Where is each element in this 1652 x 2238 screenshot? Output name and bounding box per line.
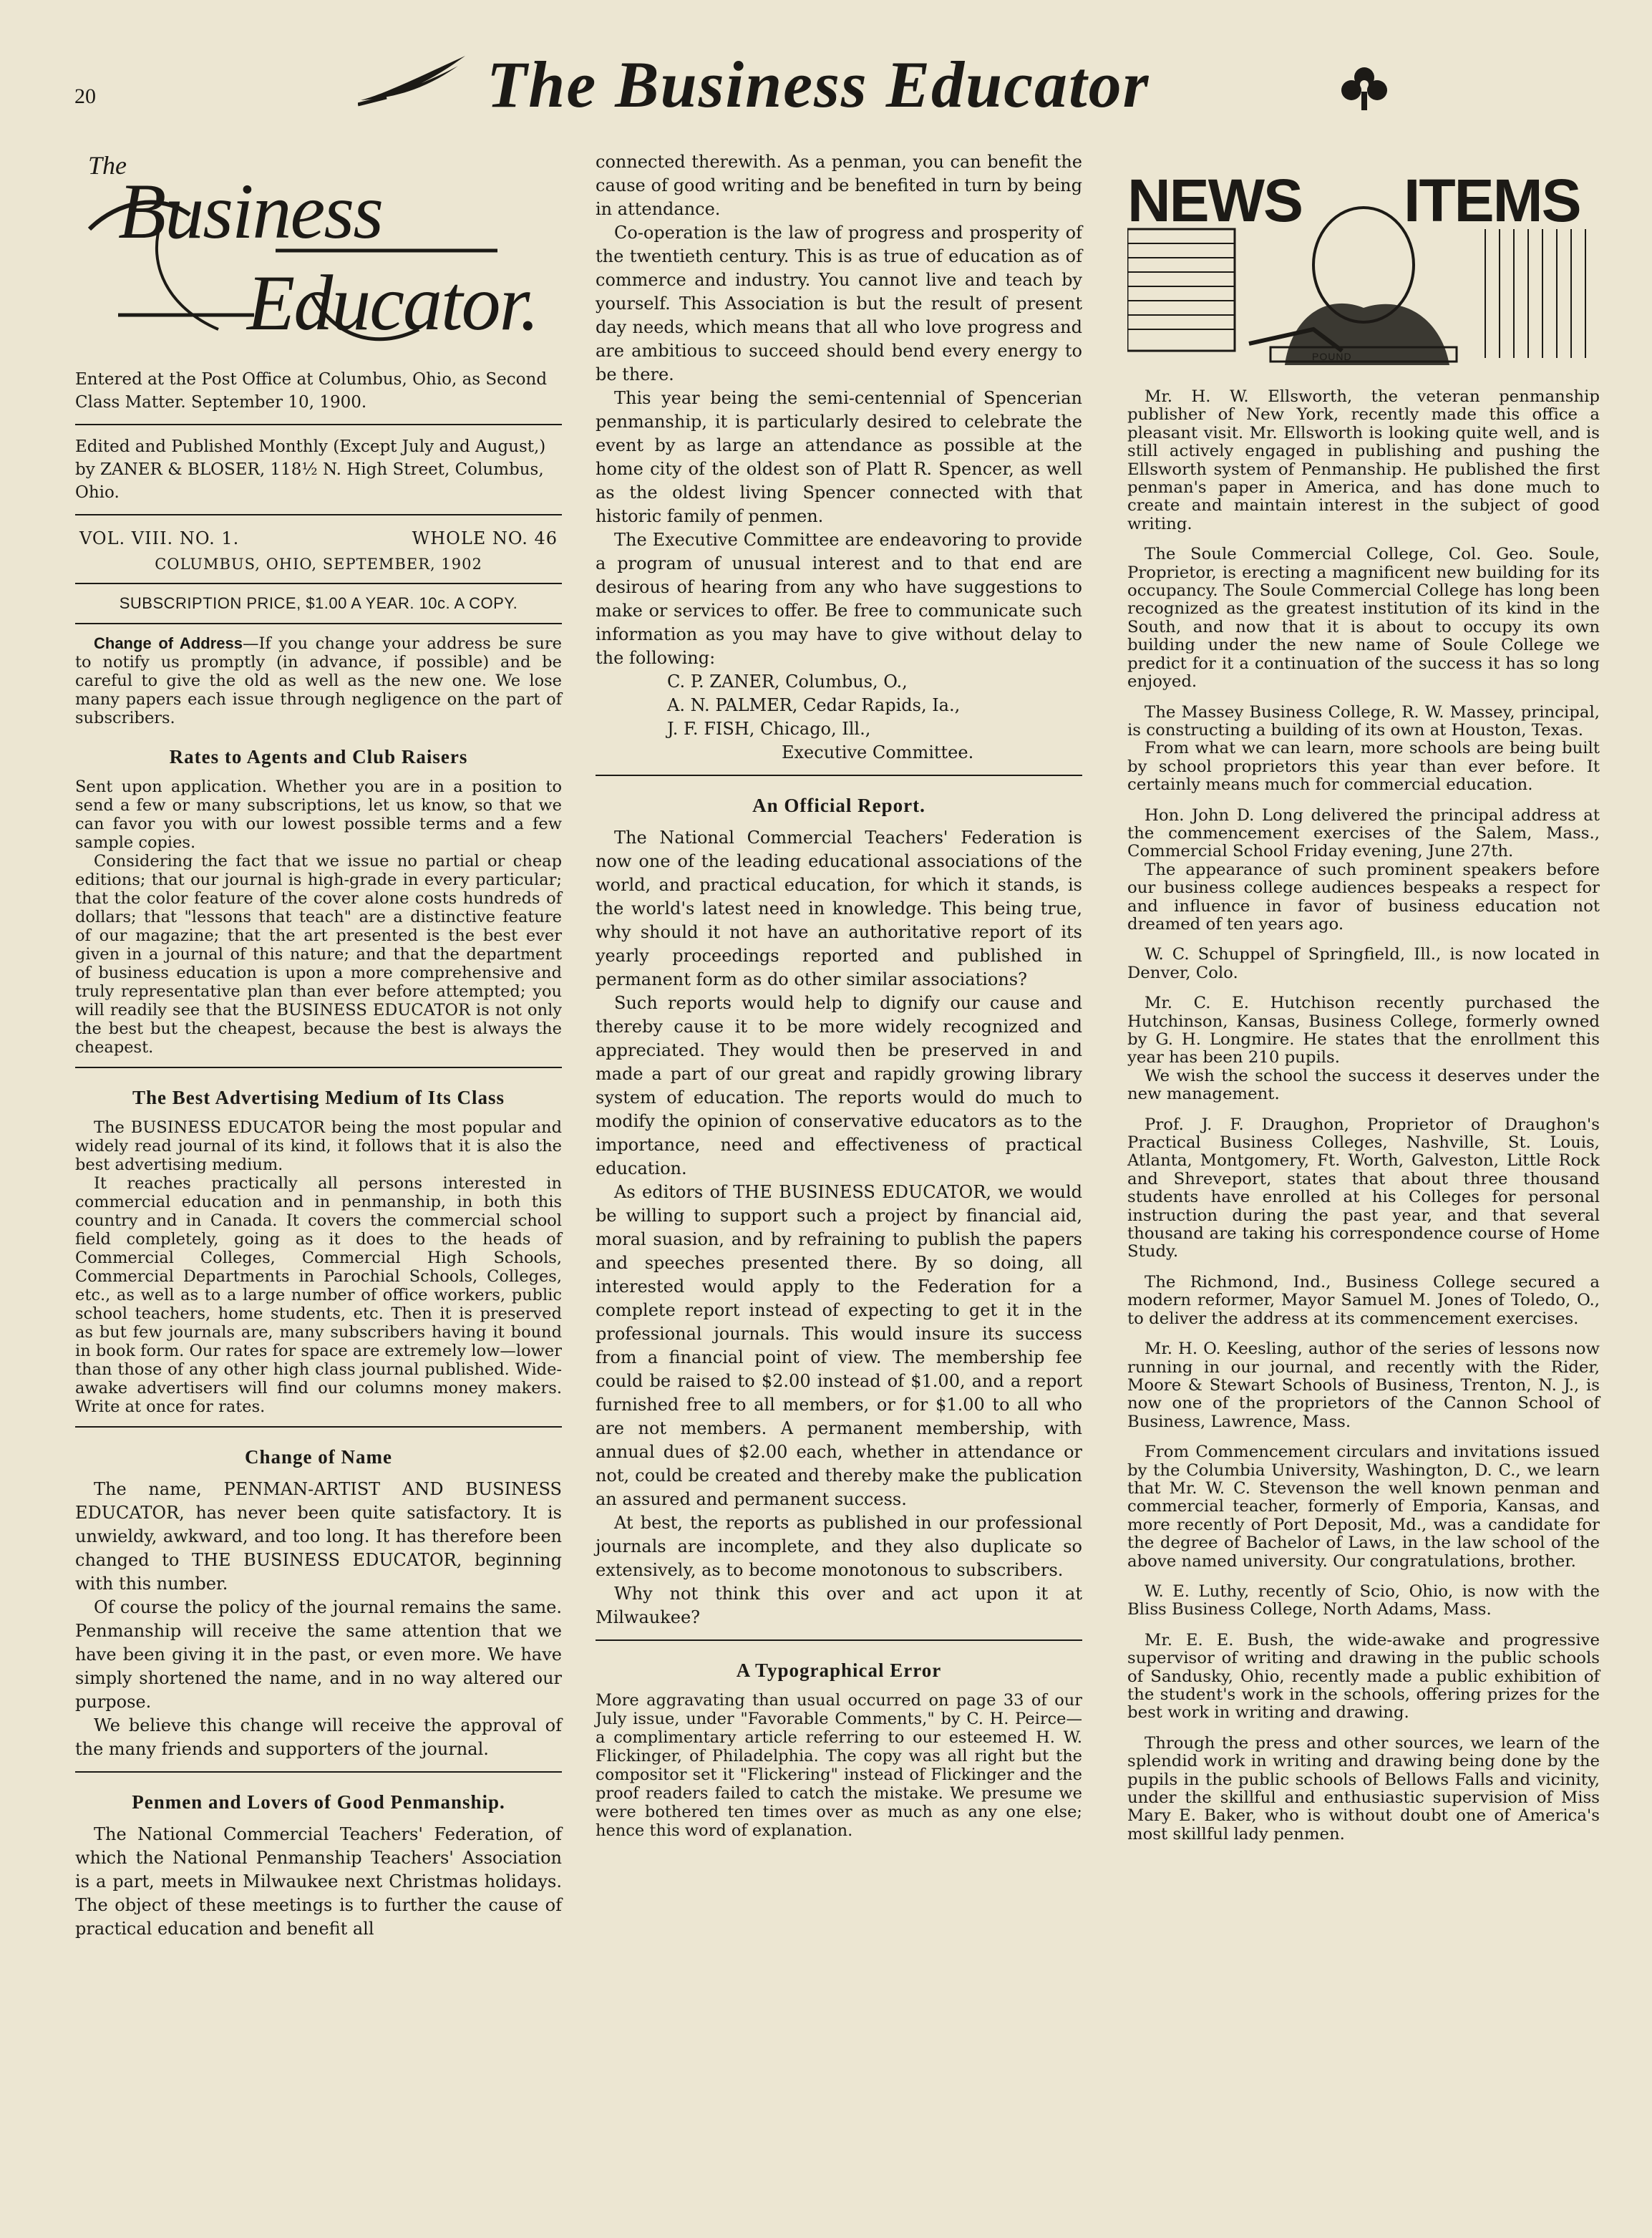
advertising-paragraph: The BUSINESS EDUCATOR being the most popular and widely read journal of its kind, it follows that it is also the best advertising medium. — [75, 1118, 562, 1174]
subscription-price: SUBSCRIPTION PRICE, $1.00 A YEAR. 10c. A COPY. — [119, 594, 518, 612]
masthead-title: The Business Educator — [487, 48, 1150, 121]
committee-signature: Executive Committee. — [782, 742, 974, 762]
error-paragraph: More aggravating than usual occurred on page 33 of our July issue, under "Favorable Comments," by C. H. Peirce—a complimentary article referring to our esteemed H. W. Flickinger, of Philadelphia. The copy was all right but the compositor set it "Flickering" instead of Flickinger and the proof readers failed to catch the mistake. We presume we were bothered ten times over as much as any one else; hence this word of explanation. — [596, 1691, 1082, 1840]
logo-the: The — [88, 151, 127, 180]
news-item: Mr. C. E. Hutchison recently purchased the Hutchinson, Kansas, Business College, formerly owned by G. H. Longmire. He states that the enrollment this year has been 210 pupils. — [1127, 994, 1600, 1067]
divider — [75, 1067, 562, 1068]
change-of-name-heading: Change of Name — [245, 1446, 392, 1468]
news-item: Prof. J. F. Draughon, Proprietor of Draughon's Practical Business Colleges, Nashville, St. Louis, Atlanta, Montgomery, Ft. Worth, Galveston, Little Rock and Shreveport, states that about three thousand students have enrolled at his Colleges for personal instruction during the past year, and that several thousand are taking his correspondence course of Home Study. — [1127, 1115, 1600, 1261]
news-item: Hon. John D. Long delivered the principal address at the commencement exercises of the Salem, Mass., Commercial School Friday evening, June 27th. — [1127, 805, 1600, 861]
left-column — [75, 150, 562, 1941]
report-paragraph: As editors of THE BUSINESS EDUCATOR, we would be willing to support such a project by financial aid, moral suasion, and by refraining to publish the papers and speeches presented there. By so doing, all interested would apply to the Federation for a complete report instead of expecting to get it in the professional journals. This would insure its success from a financial point of view. The membership fee could be raised to $2.00 instead of $1.00, and a report furnished free to all members, or for $1.00 to all who are not members. A permanent membership, with annual dues of $2.00 each, whether in attendance or not, could be created and thereby make the publication an assured and permanent success. — [596, 1182, 1082, 1509]
news-item: W. E. Luthy, recently of Scio, Ohio, is now with the Bliss Business College, North Adams, Mass. — [1127, 1581, 1600, 1619]
news-item: The Massey Business College, R. W. Massey, principal, is constructing a building of its own at Houston, Texas. — [1127, 702, 1600, 740]
committee-member: A. N. PALMER, Cedar Rapids, Ia., — [667, 695, 961, 715]
middle-column — [596, 150, 1082, 1840]
divider — [75, 1426, 562, 1428]
news-item: Mr. H. O. Keesling, author of the series of lessons now running in our journal, and recently with the Rider, Moore & Stewart Schools of Business, Trenton, N. J., is now one of the proprietors of the Cannon School of Business, Lawrence, Mass. — [1127, 1340, 1600, 1431]
change-of-name-paragraph: The name, PENMAN-ARTIST AND BUSINESS EDUCATOR, has never been quite satisfactory. It is unwieldy, awkward, and too long. It has therefore been changed to THE BUSINESS EDUCATOR, beginning with this number. — [75, 1479, 562, 1594]
divider — [596, 775, 1082, 776]
page-number: 20 — [74, 84, 96, 108]
news-item: We wish the school the success it deserves under the new management. — [1127, 1066, 1600, 1104]
typographical-error-heading: A Typographical Error — [736, 1660, 942, 1681]
pound-label: POUND — [1312, 351, 1352, 362]
journal-logo — [75, 150, 562, 358]
report-paragraph: Such reports would help to dignify our cause and thereby cause it to be more widely recognized and appreciated. They would then be preserved in and made a part of our great and rapidly growing library system of education. The reports would do much to modify the opinion of conservative educators as to the importance, need and effectiveness of practical education. — [596, 993, 1082, 1178]
rates-paragraph: Sent upon application. Whether you are in a position to send a few or many subscriptions, let us know, so that we can favor you with our lowest possible terms and a few sample copies. — [75, 778, 562, 852]
news-item: Mr. H. W. Ellsworth, the veteran penmanship publisher of New York, recently made this office a pleasant visit. Mr. Ellsworth is looking quite well, and is still actively engaged in publishing and pushing the Ellsworth system of Penmanship. He published the first penman's paper in America, and has done much to create and maintain interest in the subject of good writing. — [1127, 387, 1600, 533]
news-item: Mr. E. E. Bush, the wide-awake and progressive supervisor of writing and drawing in the public schools of Sandusky, Ohio, recently made a public exhibition of the student's work in the schools, offering prizes for the best work in writing and drawing. — [1127, 1630, 1600, 1723]
body-paragraph: The Executive Committee are endeavoring to provide a program of unusual interest and to that end are desirous of hearing from any who have suggestions to make or services to offer. Be free to communicate such information as you may have to give without delay to the following: — [596, 530, 1082, 668]
edited-note: Edited and Published Monthly (Except July and August,) by ZANER & BLOSER, 118½ N. High Street, Columbus, Ohio. — [75, 437, 546, 502]
news-item: Through the press and other sources, we learn of the splendid work in writing and drawing being done by the pupils in the public schools of Bellows Falls and vicinity, under the skillful and enthusiastic supervision of Miss Mary E. Baker, who is without doubt one of America's most skillful lady penmen. — [1127, 1733, 1600, 1844]
dateline: COLUMBUS, OHIO, SEPTEMBER, 1902 — [155, 556, 482, 573]
change-of-name-paragraph: We believe this change will receive the approval of the many friends and supporters of the journal. — [75, 1715, 562, 1759]
divider — [75, 583, 562, 584]
report-paragraph: At best, the reports as published in our professional journals are incomplete, and they also duplicate so extensively, as to become monotonous to subscribers. — [596, 1513, 1082, 1580]
news-item: The appearance of such prominent speakers before our business college audiences bespeaks a respect for and influence in favor of business education not dreamed of ten years ago. — [1127, 860, 1600, 934]
quill-icon — [358, 50, 472, 107]
official-report-heading: An Official Report. — [752, 795, 925, 816]
entry-note: Entered at the Post Office at Columbus, Ohio, as Second Class Matter. September 10, 1900. — [75, 370, 548, 412]
rates-heading: Rates to Agents and Club Raisers — [169, 746, 468, 767]
volume-number: VOL. VIII. NO. 1. — [79, 528, 240, 548]
change-of-address-text: —If you change your address be sure to notify us promptly (in advance, if possible) and be careful to give the old as well as the new one. We lose many papers each issue through negligence on the part of subscribers. — [75, 634, 562, 727]
news-item: W. C. Schuppel of Springfield, Ill., is now located in Denver, Colo. — [1127, 945, 1600, 982]
news-title-left: NEWS — [1127, 167, 1302, 234]
logo-educator: Educator. — [247, 259, 538, 347]
change-of-address-lead: Change of Address — [94, 634, 243, 652]
penmen-paragraph: The National Commercial Teachers' Federation, of which the National Penmanship Teachers' Association is a part, meets in Milwaukee next Christmas holidays. The object of these meetings is to further the cause of practical education and benefit all — [75, 1824, 562, 1939]
change-of-address — [75, 634, 562, 727]
advertising-paragraph: It reaches practically all persons interested in commercial education and in penmanship, in both this country and in Canada. It covers the commercial school field completely, going as it does to the heads of Commercial Colleges, Commercial High Schools, Commercial Departments in Parochial Schools, Colleges, etc., as well as to a large number of office workers, public school teachers, home students, etc. Then it is preserved as but few journals are, many subscribers having it bound in book form. Our rates for space are extremely low—lower than those of any other high class journal published. Wide-awake advertisers will find our columns money makers. Write at once for rates. — [75, 1174, 562, 1416]
advertising-heading: The Best Advertising Medium of Its Class — [132, 1087, 505, 1108]
news-item: From Commencement circulars and invitations issued by the Columbia University, Washington, D. C., we learn that Mr. W. C. Stevenson the well known penman and commercial teacher, formerly of Emporia, Kansas, and more recently of Port Deposit, Md., was a candidate for the degree of Bachelor of Laws, in the law school of the above named university. Our congratulations, brother. — [1127, 1443, 1600, 1571]
report-paragraph: Why not think this over and act upon it at Milwaukee? — [596, 1584, 1082, 1627]
body-paragraph: connected therewith. As a penman, you can benefit the cause of good writing and be benefited in turn by being in attendance. — [596, 152, 1082, 219]
rates-paragraph: Considering the fact that we issue no partial or cheap editions; that our journal is high-grade in every particular; that the color feature of the cover alone costs hundreds of dollars; that "lessons that teach" are a distinctive feature of our magazine; that the art presented is the best ever given in a journal of this nature; and that the department of business education is upon a more comprehensive and truly representative plan than ever before attempted; you will readily see that the BUSINESS EDUCATOR is not only the best but the cheapest, because the best is always the cheapest. — [75, 852, 562, 1057]
news-item: The Soule Commercial College, Col. Geo. Soule, Proprietor, is erecting a magnificent new building for its occupancy. The Soule Commercial College has long been recognized as the greatest institution of its kind in the South, and now that it is about to occupy its own building under the new name of Soule College we predict for it a continuation of the success it has so long enjoyed. — [1127, 545, 1600, 692]
right-column — [1127, 150, 1600, 1856]
change-of-name-paragraph: Of course the policy of the journal remains the same. Penmanship will receive the same attention that we have been giving it in the past, or even more. We have simply shortened the name, and in no way altered our purpose. — [75, 1597, 562, 1712]
penmen-heading: Penmen and Lovers of Good Penmanship. — [132, 1791, 505, 1813]
divider — [75, 1771, 562, 1773]
news-items-banner — [1127, 150, 1600, 372]
committee-member: C. P. ZANER, Columbus, O., — [667, 672, 908, 692]
divider — [75, 623, 562, 624]
news-item: The Richmond, Ind., Business College secured a modern reformer, Mayor Samuel M. Jones of Toledo, O., to deliver the address at its commencement exercises. — [1127, 1272, 1600, 1328]
logo-business: Business — [118, 168, 382, 255]
divider — [75, 514, 562, 515]
volume-row — [79, 528, 558, 548]
news-title-right: ITEMS — [1404, 167, 1580, 234]
divider — [75, 424, 562, 425]
flower-ornament-icon — [1338, 63, 1390, 112]
body-paragraph: Co-operation is the law of progress and prosperity of the twentieth century. This is as true of education as of commerce and industry. You cannot live and teach by yourself. This Association is but the result of present day needs, which means that all who love progress and are ambitious to succeed should bend every energy to be there. — [596, 223, 1082, 384]
news-item: From what we can learn, more schools are being built by school proprietors this year than ever before. It certainly means much for commercial education. — [1127, 739, 1600, 795]
whole-number: WHOLE NO. 46 — [412, 528, 558, 548]
divider — [596, 1639, 1082, 1641]
committee-member: J. F. FISH, Chicago, Ill., — [667, 719, 871, 739]
report-paragraph: The National Commercial Teachers' Federation is now one of the leading educational associations of the world, and practical education, for which it stands, is the world's latest need in knowledge. This being true, why should it not have an authoritative report of its yearly proceedings reported and published in permanent form as do other similar associations? — [596, 828, 1082, 989]
body-paragraph: This year being the semi-centennial of Spencerian penmanship, it is particularly desired to celebrate the event by as large an attendance as possible at the home city of the oldest son of Platt R. Spencer, as well as the oldest living Spencer connected with that historic family of penmen. — [596, 388, 1082, 526]
